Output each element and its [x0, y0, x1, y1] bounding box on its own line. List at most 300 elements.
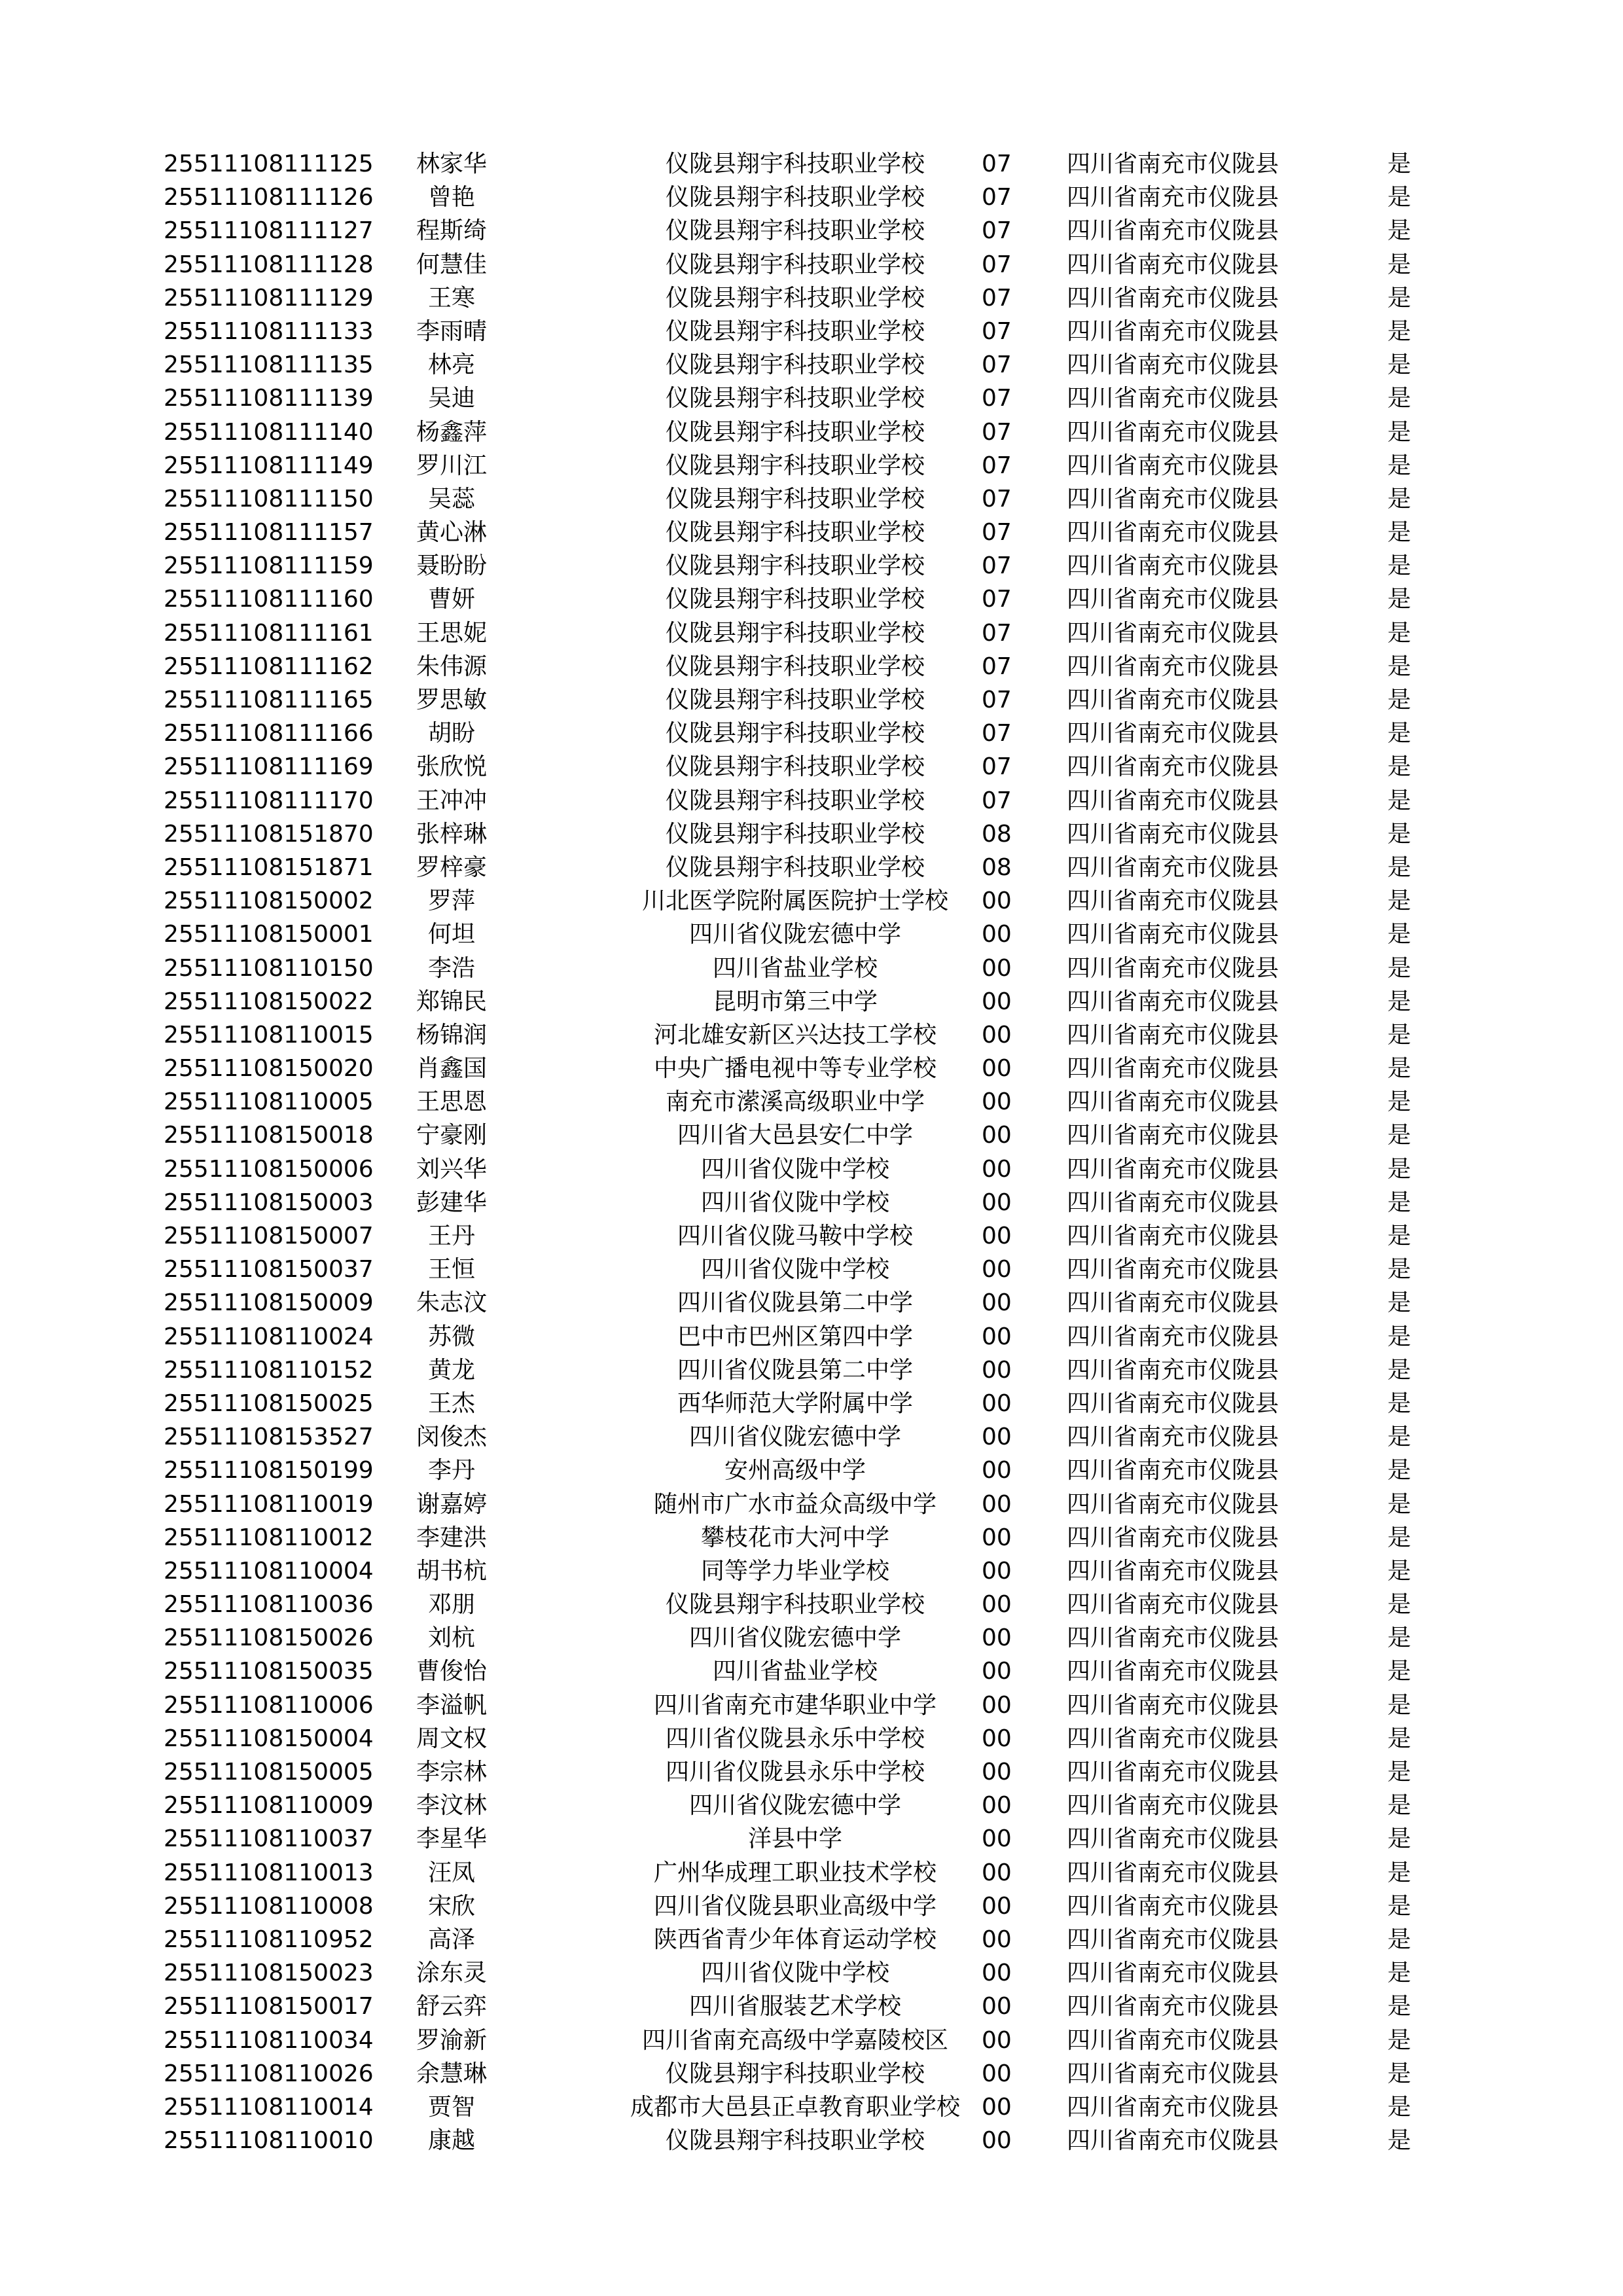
student-name: 王思恩: [416, 1088, 487, 1116]
table-row: [0, 1890, 1623, 1923]
student-name: 杨锦润: [416, 1021, 487, 1049]
table-row: [0, 181, 1623, 214]
table-row: [0, 985, 1623, 1018]
student-name: 胡书杭: [416, 1557, 487, 1585]
category-code: 00: [982, 1557, 1012, 1585]
exam-number: 25511108110024: [164, 1323, 374, 1350]
status-flag: 是: [1387, 921, 1412, 948]
status-flag: 是: [1387, 1759, 1412, 1785]
status-flag: 是: [1387, 1825, 1412, 1853]
region-name: 四川省南充市仪陇县: [1067, 1825, 1279, 1853]
region-name: 四川省南充市仪陇县: [1067, 1658, 1279, 1685]
table-row: [0, 549, 1623, 583]
status-flag: 是: [1387, 1892, 1412, 1920]
region-name: 四川省南充市仪陇县: [1067, 1256, 1279, 1283]
school-name: 四川省仪陇宏德中学: [688, 1792, 901, 1820]
school-name: 仪陇县翔宇科技职业学校: [665, 552, 925, 580]
category-code: 07: [982, 184, 1012, 211]
student-name: 李溢帆: [416, 1691, 487, 1719]
table-row: [0, 1789, 1623, 1822]
status-flag: 是: [1387, 1323, 1412, 1350]
region-name: 四川省南充市仪陇县: [1067, 1390, 1279, 1417]
region-name: 四川省南充市仪陇县: [1067, 519, 1279, 547]
region-name: 四川省南充市仪陇县: [1067, 1591, 1279, 1619]
exam-number: 25511108111126: [164, 184, 374, 211]
table-row: [0, 1822, 1623, 1856]
school-name: 四川省盐业学校: [712, 954, 878, 982]
status-flag: 是: [1387, 1457, 1412, 1484]
table-row: [0, 784, 1623, 817]
region-name: 四川省南充市仪陇县: [1067, 720, 1279, 747]
status-flag: 是: [1387, 2093, 1412, 2121]
student-name: 罗萍: [427, 888, 475, 915]
table-row: [0, 1085, 1623, 1119]
category-code: 00: [982, 1759, 1012, 1785]
school-name: 安州高级中学: [724, 1457, 866, 1484]
student-name: 何坦: [427, 921, 475, 948]
document-table: [0, 147, 1623, 2157]
category-code: 07: [982, 418, 1012, 446]
exam-number: 25511108150004: [164, 1725, 374, 1752]
exam-number: 25511108153527: [164, 1424, 374, 1451]
school-name: 四川省服装艺术学校: [688, 1993, 901, 2020]
school-name: 仪陇县翔宇科技职业学校: [665, 452, 925, 479]
category-code: 00: [982, 2093, 1012, 2121]
status-flag: 是: [1387, 418, 1412, 446]
region-name: 四川省南充市仪陇县: [1067, 418, 1279, 446]
exam-number: 25511108110008: [164, 1892, 374, 1920]
student-name: 李汶林: [416, 1792, 487, 1820]
school-name: 仪陇县翔宇科技职业学校: [665, 418, 925, 446]
category-code: 00: [982, 1021, 1012, 1049]
status-flag: 是: [1387, 720, 1412, 747]
category-code: 00: [982, 2127, 1012, 2155]
exam-number: 25511108150001: [164, 921, 374, 948]
status-flag: 是: [1387, 988, 1412, 1015]
region-name: 四川省南充市仪陇县: [1067, 1189, 1279, 1216]
table-row: [0, 952, 1623, 985]
exam-number: 25511108150035: [164, 1658, 374, 1685]
exam-number: 25511108111162: [164, 653, 374, 680]
status-flag: 是: [1387, 1356, 1412, 1384]
category-code: 00: [982, 1926, 1012, 1953]
status-flag: 是: [1387, 2026, 1412, 2054]
table-row: [0, 281, 1623, 315]
category-code: 07: [982, 586, 1012, 613]
student-name: 谢嘉婷: [416, 1490, 487, 1518]
school-name: 四川省仪陇中学校: [700, 1960, 889, 1987]
exam-number: 25511108150002: [164, 888, 374, 915]
category-code: 00: [982, 2026, 1012, 2054]
category-code: 00: [982, 1189, 1012, 1216]
exam-number: 25511108110034: [164, 2026, 374, 2054]
exam-number: 25511108150007: [164, 1223, 374, 1249]
school-name: 四川省盐业学校: [712, 1658, 878, 1685]
table-row: [0, 918, 1623, 951]
region-name: 四川省南充市仪陇县: [1067, 1223, 1279, 1249]
region-name: 四川省南充市仪陇县: [1067, 853, 1279, 881]
region-name: 四川省南充市仪陇县: [1067, 151, 1279, 177]
exam-number: 25511108110150: [164, 954, 374, 982]
status-flag: 是: [1387, 888, 1412, 915]
school-name: 河北雄安新区兴达技工学校: [653, 1021, 936, 1049]
table-row: [0, 650, 1623, 683]
student-name: 林亮: [427, 351, 475, 379]
category-code: 00: [982, 1892, 1012, 1920]
table-row: [0, 2024, 1623, 2057]
school-name: 洋县中学: [747, 1825, 842, 1853]
region-name: 四川省南充市仪陇县: [1067, 452, 1279, 479]
school-name: 仪陇县翔宇科技职业学校: [665, 853, 925, 881]
category-code: 00: [982, 1993, 1012, 2020]
region-name: 四川省南充市仪陇县: [1067, 1289, 1279, 1317]
school-name: 四川省仪陇宏德中学: [688, 1424, 901, 1451]
exam-number: 25511108150006: [164, 1155, 374, 1183]
school-name: 仪陇县翔宇科技职业学校: [665, 586, 925, 613]
exam-number: 25511108111160: [164, 586, 374, 613]
student-name: 肖鑫国: [416, 1055, 487, 1083]
category-code: 07: [982, 519, 1012, 547]
table-row: [0, 1655, 1623, 1688]
student-name: 王思妮: [416, 619, 487, 647]
student-name: 李建洪: [416, 1524, 487, 1551]
school-name: 仪陇县翔宇科技职业学校: [665, 753, 925, 781]
table-row: [0, 1923, 1623, 1956]
region-name: 四川省南充市仪陇县: [1067, 619, 1279, 647]
student-name: 王寒: [427, 284, 475, 312]
region-name: 四川省南充市仪陇县: [1067, 787, 1279, 814]
status-flag: 是: [1387, 619, 1412, 647]
category-code: 07: [982, 452, 1012, 479]
status-flag: 是: [1387, 251, 1412, 278]
table-row: [0, 1052, 1623, 1085]
exam-number: 25511108150026: [164, 1624, 374, 1652]
table-row: [0, 1621, 1623, 1655]
status-flag: 是: [1387, 1691, 1412, 1719]
region-name: 四川省南充市仪陇县: [1067, 2060, 1279, 2087]
category-code: 00: [982, 1658, 1012, 1685]
school-name: 仪陇县翔宇科技职业学校: [665, 151, 925, 177]
status-flag: 是: [1387, 519, 1412, 547]
school-name: 四川省仪陇中学校: [700, 1189, 889, 1216]
status-flag: 是: [1387, 1993, 1412, 2020]
region-name: 四川省南充市仪陇县: [1067, 1356, 1279, 1384]
student-name: 刘杭: [427, 1624, 475, 1652]
school-name: 仪陇县翔宇科技职业学校: [665, 284, 925, 312]
school-name: 仪陇县翔宇科技职业学校: [665, 720, 925, 747]
region-name: 四川省南充市仪陇县: [1067, 2127, 1279, 2155]
status-flag: 是: [1387, 1792, 1412, 1820]
school-name: 川北医学院附属医院护士学校: [641, 888, 948, 915]
school-name: 四川省仪陇宏德中学: [688, 1624, 901, 1652]
student-name: 李浩: [427, 954, 475, 982]
student-name: 舒云弈: [416, 1993, 487, 2020]
student-name: 宋欣: [427, 1892, 475, 1920]
exam-number: 25511108111150: [164, 485, 374, 512]
school-name: 四川省仪陇县永乐中学校: [665, 1759, 925, 1785]
status-flag: 是: [1387, 1725, 1412, 1752]
exam-number: 25511108110019: [164, 1490, 374, 1518]
status-flag: 是: [1387, 954, 1412, 982]
student-name: 贾智: [427, 2093, 475, 2121]
category-code: 00: [982, 1256, 1012, 1283]
table-row: [0, 248, 1623, 281]
exam-number: 25511108151870: [164, 820, 374, 848]
student-name: 周文权: [416, 1725, 487, 1752]
school-name: 仪陇县翔宇科技职业学校: [665, 251, 925, 278]
table-row: [0, 1153, 1623, 1186]
status-flag: 是: [1387, 1155, 1412, 1183]
category-code: 00: [982, 1591, 1012, 1619]
region-name: 四川省南充市仪陇县: [1067, 1691, 1279, 1719]
table-row: [0, 416, 1623, 449]
table-row: [0, 482, 1623, 516]
student-name: 王冲冲: [416, 787, 487, 814]
status-flag: 是: [1387, 1289, 1412, 1317]
table-row: [0, 348, 1623, 382]
exam-number: 25511108150005: [164, 1759, 374, 1785]
category-code: 00: [982, 1960, 1012, 1987]
region-name: 四川省南充市仪陇县: [1067, 1960, 1279, 1987]
region-name: 四川省南充市仪陇县: [1067, 485, 1279, 512]
student-name: 罗川江: [416, 452, 487, 479]
region-name: 四川省南充市仪陇县: [1067, 1993, 1279, 2020]
region-name: 四川省南充市仪陇县: [1067, 2026, 1279, 2054]
exam-number: 25511108110004: [164, 1557, 374, 1585]
school-name: 四川省南充市建华职业中学: [653, 1691, 936, 1719]
exam-number: 25511108110014: [164, 2093, 374, 2121]
category-code: 00: [982, 1457, 1012, 1484]
category-code: 00: [982, 1825, 1012, 1853]
status-flag: 是: [1387, 184, 1412, 211]
student-name: 宁豪刚: [416, 1122, 487, 1149]
student-name: 朱志汶: [416, 1289, 487, 1317]
table-row: [0, 1588, 1623, 1621]
school-name: 攀枝花市大河中学: [700, 1524, 889, 1551]
status-flag: 是: [1387, 1524, 1412, 1551]
table-row: [0, 1420, 1623, 1454]
school-name: 广州华成理工职业技术学校: [653, 1859, 936, 1886]
category-code: 07: [982, 687, 1012, 713]
category-code: 00: [982, 1725, 1012, 1752]
school-name: 四川省南充高级中学嘉陵校区: [641, 2026, 948, 2054]
school-name: 四川省仪陇县第二中学: [677, 1356, 913, 1384]
table-row: [0, 1722, 1623, 1755]
category-code: 00: [982, 1323, 1012, 1350]
exam-number: 25511108150022: [164, 988, 374, 1015]
exam-number: 25511108111139: [164, 385, 374, 412]
exam-number: 25511108111166: [164, 720, 374, 747]
region-name: 四川省南充市仪陇县: [1067, 820, 1279, 848]
student-name: 张欣悦: [416, 753, 487, 781]
school-name: 中央广播电视中等专业学校: [653, 1055, 936, 1083]
student-name: 高泽: [427, 1926, 475, 1953]
status-flag: 是: [1387, 1557, 1412, 1585]
region-name: 四川省南充市仪陇县: [1067, 1021, 1279, 1049]
school-name: 陕西省青少年体育运动学校: [653, 1926, 936, 1953]
exam-number: 25511108150020: [164, 1055, 374, 1083]
category-code: 00: [982, 921, 1012, 948]
student-name: 汪凤: [427, 1859, 475, 1886]
exam-number: 25511108110037: [164, 1825, 374, 1853]
exam-number: 25511108110013: [164, 1859, 374, 1886]
table-row: [0, 2090, 1623, 2124]
school-name: 四川省仪陇宏德中学: [688, 921, 901, 948]
status-flag: 是: [1387, 787, 1412, 814]
table-row: [0, 1018, 1623, 1052]
school-name: 仪陇县翔宇科技职业学校: [665, 820, 925, 848]
school-name: 仪陇县翔宇科技职业学校: [665, 1591, 925, 1619]
status-flag: 是: [1387, 217, 1412, 245]
category-code: 00: [982, 954, 1012, 982]
category-code: 00: [982, 1691, 1012, 1719]
status-flag: 是: [1387, 1926, 1412, 1953]
table-row: [0, 315, 1623, 348]
school-name: 仪陇县翔宇科技职业学校: [665, 385, 925, 412]
table-row: [0, 1354, 1623, 1387]
region-name: 四川省南充市仪陇县: [1067, 1859, 1279, 1886]
category-code: 00: [982, 1055, 1012, 1083]
exam-number: 25511108110015: [164, 1021, 374, 1049]
exam-number: 25511108150025: [164, 1390, 374, 1417]
status-flag: 是: [1387, 1088, 1412, 1116]
school-name: 仪陇县翔宇科技职业学校: [665, 519, 925, 547]
student-name: 朱伟源: [416, 653, 487, 680]
school-name: 南充市潆溪高级职业中学: [665, 1088, 925, 1116]
table-row: [0, 817, 1623, 851]
school-name: 昆明市第三中学: [712, 988, 878, 1015]
student-name: 张梓琳: [416, 820, 487, 848]
region-name: 四川省南充市仪陇县: [1067, 687, 1279, 713]
status-flag: 是: [1387, 1390, 1412, 1417]
school-name: 仪陇县翔宇科技职业学校: [665, 317, 925, 345]
region-name: 四川省南充市仪陇县: [1067, 653, 1279, 680]
school-name: 四川省仪陇马鞍中学校: [677, 1223, 913, 1249]
region-name: 四川省南充市仪陇县: [1067, 1759, 1279, 1785]
school-name: 四川省大邑县安仁中学: [677, 1122, 913, 1149]
exam-number: 25511108111157: [164, 519, 374, 547]
status-flag: 是: [1387, 1021, 1412, 1049]
student-name: 聂盼盼: [416, 552, 487, 580]
student-name: 李星华: [416, 1825, 487, 1853]
category-code: 07: [982, 720, 1012, 747]
region-name: 四川省南充市仪陇县: [1067, 217, 1279, 245]
student-name: 王杰: [427, 1390, 475, 1417]
school-name: 四川省仪陇中学校: [700, 1256, 889, 1283]
exam-number: 25511108110005: [164, 1088, 374, 1116]
school-name: 仪陇县翔宇科技职业学校: [665, 653, 925, 680]
exam-number: 25511108150003: [164, 1189, 374, 1216]
exam-number: 25511108150023: [164, 1960, 374, 1987]
student-name: 程斯绮: [416, 217, 487, 245]
table-row: [0, 617, 1623, 650]
region-name: 四川省南充市仪陇县: [1067, 1792, 1279, 1820]
category-code: 08: [982, 853, 1012, 881]
category-code: 00: [982, 888, 1012, 915]
exam-number: 25511108111129: [164, 284, 374, 312]
status-flag: 是: [1387, 452, 1412, 479]
category-code: 00: [982, 1155, 1012, 1183]
exam-number: 25511108111128: [164, 251, 374, 278]
school-name: 四川省仪陇中学校: [700, 1155, 889, 1183]
region-name: 四川省南充市仪陇县: [1067, 385, 1279, 412]
category-code: 07: [982, 385, 1012, 412]
exam-number: 25511108110152: [164, 1356, 374, 1384]
school-name: 四川省仪陇县第二中学: [677, 1289, 913, 1317]
status-flag: 是: [1387, 1223, 1412, 1249]
school-name: 仪陇县翔宇科技职业学校: [665, 787, 925, 814]
category-code: 00: [982, 1122, 1012, 1149]
region-name: 四川省南充市仪陇县: [1067, 184, 1279, 211]
status-flag: 是: [1387, 2127, 1412, 2155]
region-name: 四川省南充市仪陇县: [1067, 921, 1279, 948]
region-name: 四川省南充市仪陇县: [1067, 1892, 1279, 1920]
student-name: 杨鑫萍: [416, 418, 487, 446]
category-code: 00: [982, 1223, 1012, 1249]
table-row: [0, 1554, 1623, 1588]
table-row: [0, 2057, 1623, 2090]
student-name: 李雨晴: [416, 317, 487, 345]
school-name: 仪陇县翔宇科技职业学校: [665, 2127, 925, 2155]
exam-number: 25511108111161: [164, 619, 374, 647]
region-name: 四川省南充市仪陇县: [1067, 954, 1279, 982]
exam-number: 25511108150037: [164, 1256, 374, 1283]
student-name: 李丹: [427, 1457, 475, 1484]
status-flag: 是: [1387, 1490, 1412, 1518]
status-flag: 是: [1387, 1859, 1412, 1886]
exam-number: 25511108111170: [164, 787, 374, 814]
table-row: [0, 2124, 1623, 2157]
status-flag: 是: [1387, 2060, 1412, 2087]
student-name: 康越: [427, 2127, 475, 2155]
category-code: 00: [982, 1088, 1012, 1116]
school-name: 仪陇县翔宇科技职业学校: [665, 351, 925, 379]
student-name: 胡盼: [427, 720, 475, 747]
exam-number: 25511108151871: [164, 853, 374, 881]
student-name: 罗梓豪: [416, 853, 487, 881]
status-flag: 是: [1387, 1658, 1412, 1685]
exam-number: 25511108110006: [164, 1691, 374, 1719]
region-name: 四川省南充市仪陇县: [1067, 1323, 1279, 1350]
exam-number: 25511108111169: [164, 753, 374, 781]
table-row: [0, 1387, 1623, 1420]
category-code: 07: [982, 485, 1012, 512]
region-name: 四川省南充市仪陇县: [1067, 351, 1279, 379]
region-name: 四川省南充市仪陇县: [1067, 1524, 1279, 1551]
student-name: 吴迪: [427, 385, 475, 412]
status-flag: 是: [1387, 1591, 1412, 1619]
category-code: 07: [982, 753, 1012, 781]
category-code: 07: [982, 217, 1012, 245]
student-name: 黄龙: [427, 1356, 475, 1384]
table-row: [0, 851, 1623, 884]
category-code: 07: [982, 151, 1012, 177]
status-flag: 是: [1387, 1189, 1412, 1216]
category-code: 00: [982, 1424, 1012, 1451]
school-name: 随州市广水市益众高级中学: [653, 1490, 936, 1518]
table-row: [0, 717, 1623, 750]
status-flag: 是: [1387, 552, 1412, 580]
status-flag: 是: [1387, 385, 1412, 412]
school-name: 仪陇县翔宇科技职业学校: [665, 687, 925, 713]
exam-number: 25511108110952: [164, 1926, 374, 1953]
region-name: 四川省南充市仪陇县: [1067, 1926, 1279, 1953]
exam-number: 25511108150199: [164, 1457, 374, 1484]
status-flag: 是: [1387, 687, 1412, 713]
exam-number: 25511108150017: [164, 1993, 374, 2020]
category-code: 08: [982, 820, 1012, 848]
category-code: 00: [982, 1490, 1012, 1518]
